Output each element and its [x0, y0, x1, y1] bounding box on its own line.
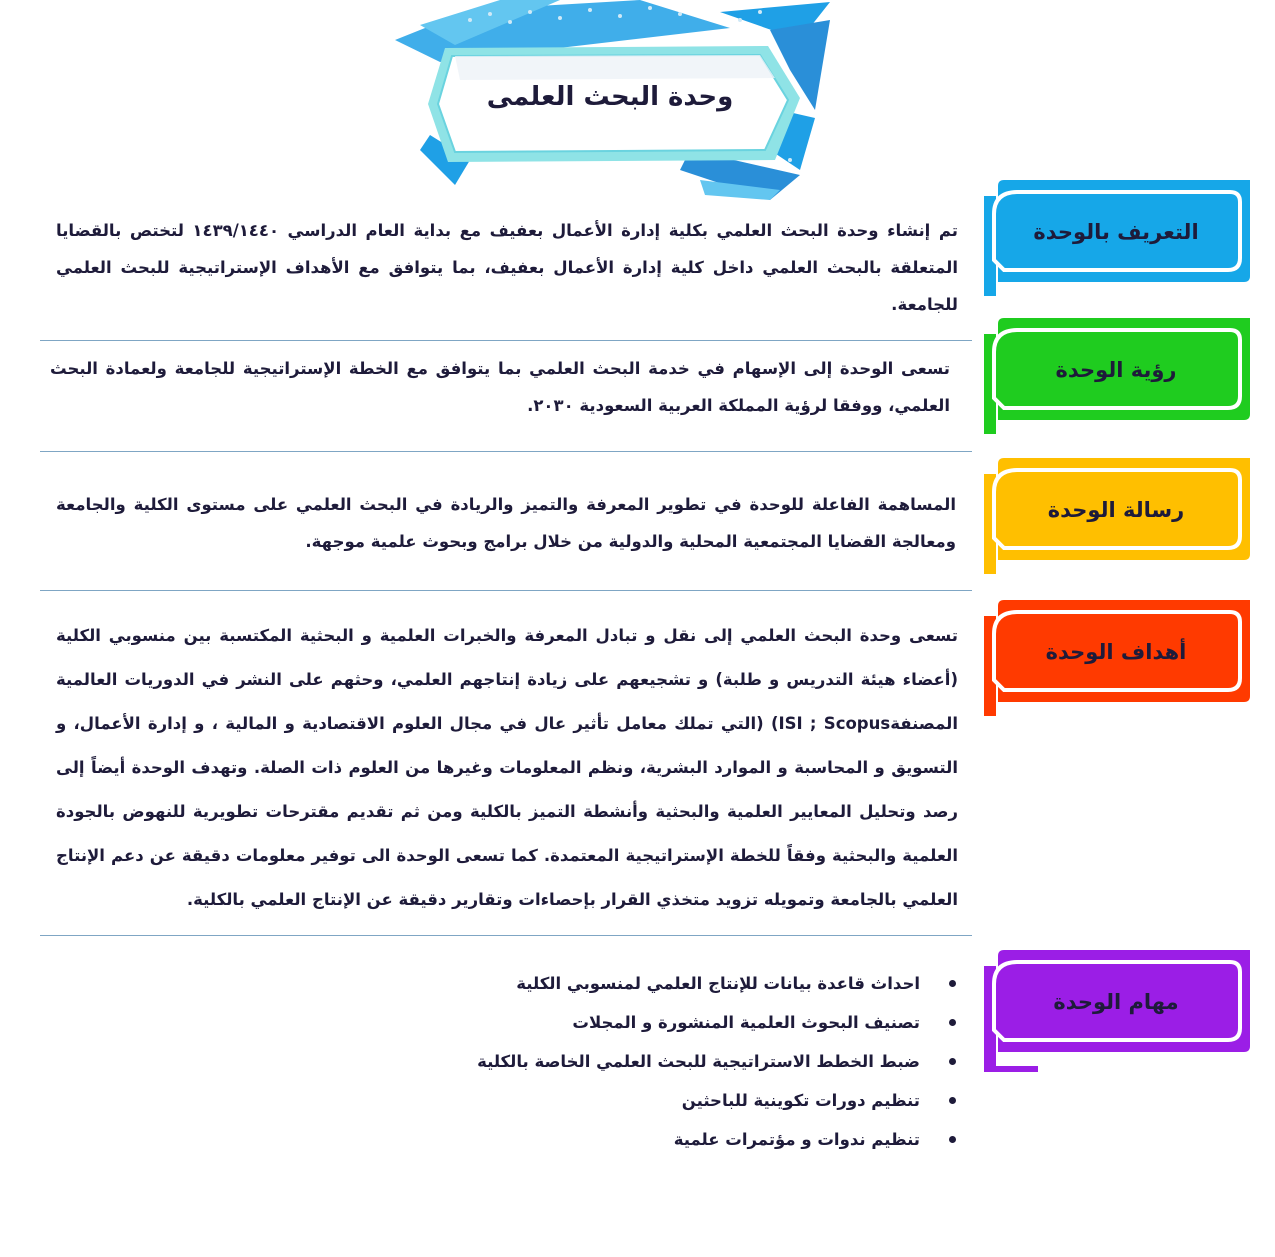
section-divider — [40, 590, 972, 591]
tasks-list — [330, 964, 960, 1159]
objectives-text: تسعى وحدة البحث العلمي إلى نقل و تبادل المعرفة والخبرات العلمية و البحثية المكتسبة بين منسوبي الكلية (أعضاء هيئة التدريس و طلبة) و تشجيعهم على زيادة إنتاجهم العلمي، وحثهم على النشر في الدوريات العالمية المصنفةISI ; Scopus) (التي تملك معامل تأثير عال في مجال العلوم الاقتصادية و المالية ، و إدارة الأعمال، و التسويق و المحاسبة و الموارد البشرية، ونظم المعلومات وغيرها من العلوم ذات الصلة. وتهدف الوحدة أيضاً إلى رصد وتحليل المعايير العلمية والبحثية وأنشطة التميز بالكلية ومن ثم تقديم مقترحات تطويرية للنهوض بالجودة العلمية والبحثية وفقاً للخطة الإستراتيجية المعتمدة. كما تسعى الوحدة الى توفير معلومات دقيقة عن دعم الإنتاج العلمي بالجامعة وتمويله تزويد متخذي القرار بإحصاءات وتقارير دقيقة عن الإنتاج العلمي بالكلية. — [56, 626, 958, 909]
mission-text: المساهمة الفاعلة للوحدة في تطوير المعرفة والتميز والريادة في البحث العلمي على مستوى الكلية والجامعة ومعالجة القضايا المجتمعية المحلية والدولية من خلال برامج وبحوث علمية موجهة. — [56, 495, 956, 551]
tab-about — [978, 178, 1268, 296]
about-text: تم إنشاء وحدة البحث العلمي بكلية إدارة الأعمال بعفيف مع بداية العام الدراسي ١٤٣٩/١٤٤٠ لتختص بالقضايا المتعلقة بالبحث العلمي داخل كلية إدارة الأعمال بعفيف، بما يتوافق مع الأهداف الإستراتيجية للبحث العلمي للجامعة. — [56, 221, 958, 314]
section-divider — [40, 451, 972, 452]
tab-vision-label: رؤية الوحدة — [1055, 358, 1177, 382]
list-item: احداث قاعدة بيانات للإنتاج العلمي لمنسوبي الكلية — [330, 964, 960, 1003]
section-divider — [40, 340, 972, 341]
tab-objectives-label: أهداف الوحدة — [1045, 640, 1187, 664]
tab-tasks — [978, 948, 1268, 1066]
tab-tasks-label: مهام الوحدة — [1053, 990, 1179, 1014]
list-item: تنظيم ندوات و مؤتمرات علمية — [330, 1120, 960, 1159]
tab-vision — [978, 316, 1268, 434]
tab-mission — [978, 456, 1268, 574]
tab-objectives — [978, 598, 1268, 716]
tab-mission-label: رسالة الوحدة — [1047, 498, 1185, 522]
bullet-icon — [949, 1097, 956, 1104]
section-divider — [40, 935, 972, 936]
list-item: ضبط الخطط الاستراتيجية للبحث العلمي الخاصة بالكلية — [330, 1042, 960, 1081]
vision-text: تسعى الوحدة إلى الإسهام في خدمة البحث العلمي بما يتوافق مع الخطة الإستراتيجية للجامعة ولعمادة البحث العلمي، ووفقا لرؤية المملكة العربية السعودية ٢٠٣٠. — [50, 359, 950, 415]
tab-about-label: التعريف بالوحدة — [1033, 220, 1199, 244]
bullet-icon — [949, 1058, 956, 1065]
list-item: تصنيف البحوث العلمية المنشورة و المجلات — [330, 1003, 960, 1042]
list-item: تنظيم دورات تكوينية للباحثين — [330, 1081, 960, 1120]
bullet-icon — [949, 1136, 956, 1143]
bullet-icon — [949, 980, 956, 987]
bullet-icon — [949, 1019, 956, 1026]
page-title: وحدة البحث العلمى — [486, 82, 734, 112]
